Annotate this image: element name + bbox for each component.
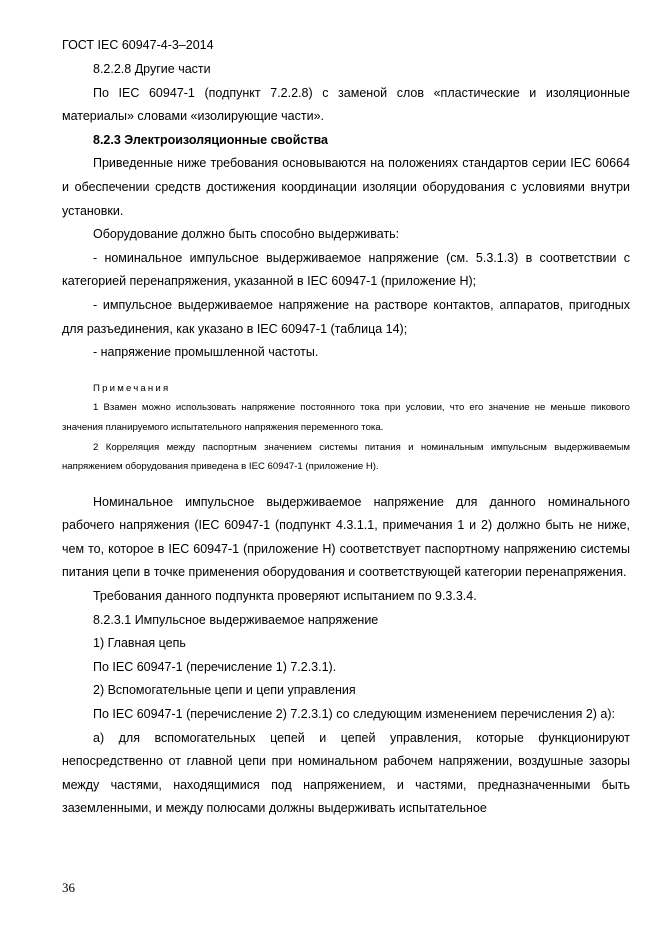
notes-heading: Примечания <box>93 382 171 394</box>
rated-impulse-paragraph: Номинальное импульсное выдерживаемое напряжение для данного номинального рабочего напряжения (IEC 60947-1 (подпункт 4.3.1.1, примечания 1 и 2) должно быть не ниже, чем то, которое в IEC 60947-1 (приложение H) соответствует паспортному напряжению системы питания цепи в точке применения оборудования и соответствующей категории перенапряжения. <box>62 494 630 580</box>
clause-8-2-3-intro: Приведенные ниже требования основываются на положениях стандартов серии IEC 60664 и обеспечении средств достижения координации изоляции оборудования с условиями внутри установки. <box>62 156 630 218</box>
auxiliary-circuits-clause-a: a) для вспомогательных цепей и цепей управления, которые функционируют непосредственно от главной цепи при номинальном рабочем напряжении, воздушные зазоры между частями, находящимися под напряжением, и частями, предназначенными быть заземленными, и между полюсами должны выдерживать испытательное <box>62 730 630 816</box>
note-2: 2 Корреляция между паспортным значением системы питания и номинальным импульсным выдерживаемым напряжением оборудования приведена в IEC 60947-1 (приложение H). <box>62 441 630 473</box>
clause-8-2-2-8-title: 8.2.2.8 Другие части <box>93 62 211 76</box>
clause-8-2-3-1-title: 8.2.3.1 Импульсное выдерживаемое напряжение <box>93 612 379 627</box>
note-1: 1 Взамен можно использовать напряжение постоянного тока при условии, что его значение не меньше пикового значения планируемого испытательного напряжения переменного тока. <box>62 402 630 433</box>
equipment-requirement-lead: Оборудование должно быть способно выдерживать: <box>93 227 400 242</box>
clause-8-2-3-heading: 8.2.3 Электроизоляционные свойства <box>93 132 328 147</box>
notes-block <box>62 379 630 477</box>
list-item-rated-impulse: - номинальное импульсное выдерживаемое напряжение (см. 5.3.1.3) в соответствии с категорией перенапряжения, указанной в IEC 60947-1 (приложение H); <box>62 250 630 289</box>
list-item-power-frequency: - напряжение промышленной частоты. <box>93 345 319 360</box>
list-item-contact-gap-impulse: - импульсное выдерживаемое напряжение на растворе контактов, аппаратов, пригодных для разъединения, как указано в IEC 60947-1 (таблица 14); <box>62 297 630 336</box>
main-circuit-item: 1) Главная цепь <box>93 636 186 651</box>
page-number: 36 <box>62 880 75 895</box>
clause-8-2-2-8-text: По IEC 60947-1 (подпункт 7.2.2.8) с заменой слов «пластические и изоляционные материалы» словами «изолирующие части». <box>62 85 630 124</box>
document-header: ГОСТ IEC 60947-4-3–2014 <box>62 38 214 52</box>
main-text-continued <box>62 491 630 821</box>
page-body <box>62 58 630 821</box>
auxiliary-circuits-ref: По IEC 60947-1 (перечисление 2) 7.2.3.1) со следующим изменением перечисления 2) a): <box>93 707 615 722</box>
auxiliary-circuits-item: 2) Вспомогательные цепи и цепи управления <box>93 683 356 698</box>
main-circuit-ref: По IEC 60947-1 (перечисление 1) 7.2.3.1). <box>93 659 337 674</box>
verification-paragraph: Требования данного подпункта проверяют испытанием по 9.3.3.4. <box>93 589 477 604</box>
